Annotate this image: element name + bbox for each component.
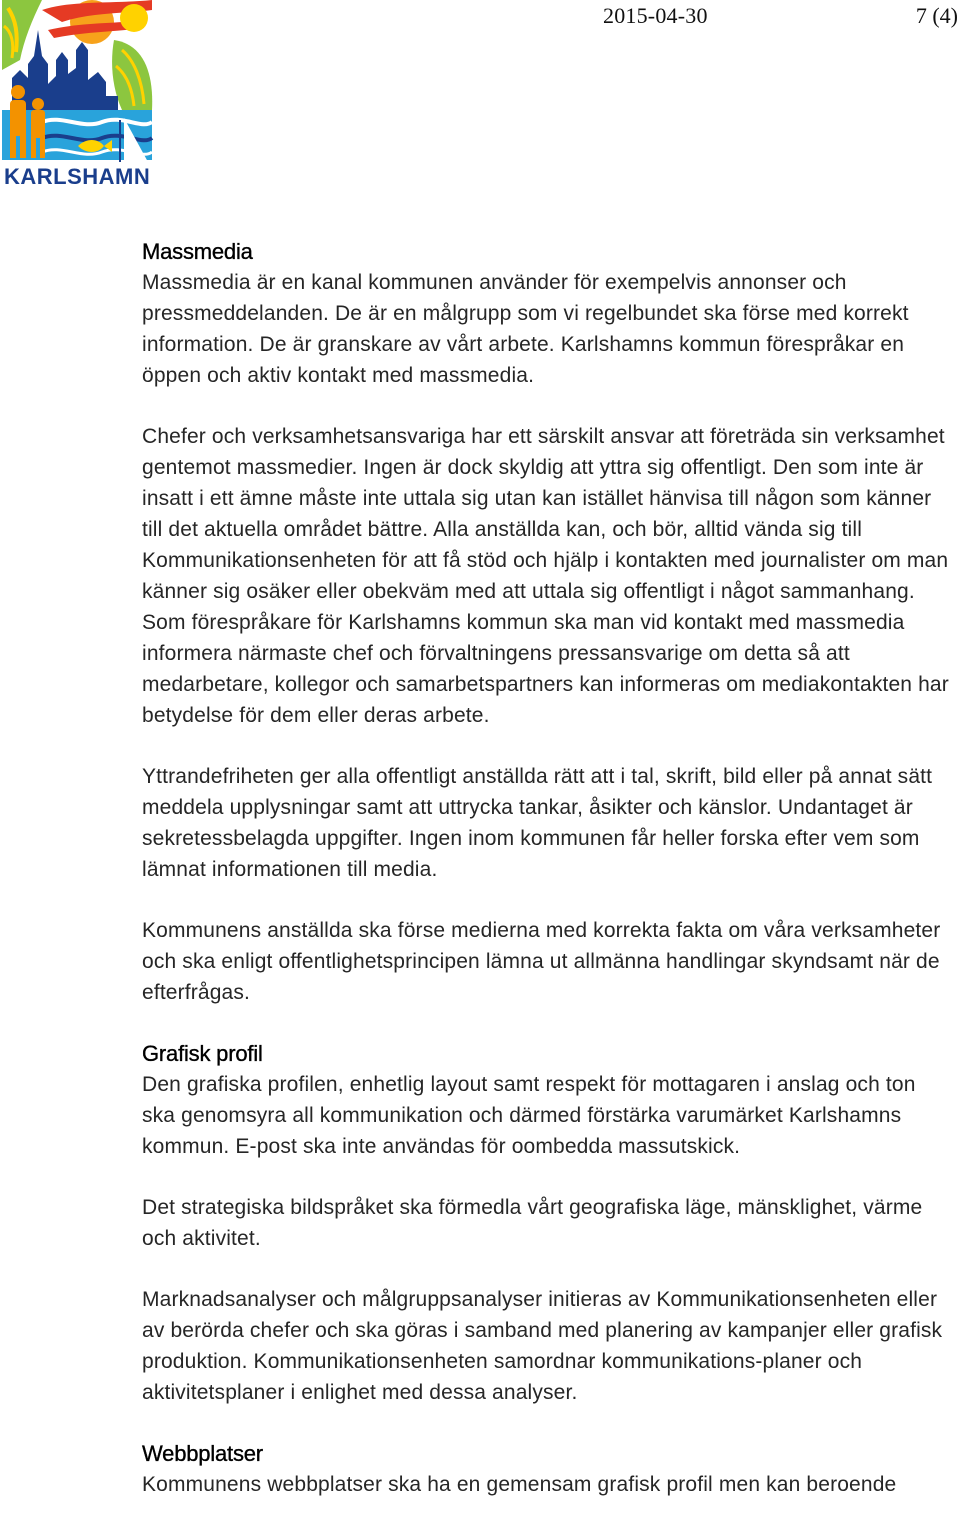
section-heading-massmedia: Massmedia bbox=[142, 239, 253, 264]
page-number: 7 (4) bbox=[915, 3, 958, 28]
karlshamn-logo-graphic bbox=[2, 0, 154, 190]
paragraph: Yttrandefriheten ger alla offentligt anställda rätt att i tal, skrift, bild eller på annat sätt meddela upplysningar samt att uttrycka tankar, åsikter och känslor. Undantaget är sekretessbelagda uppgifter. Ingen inom kommunen får heller forska efter vem som lämnat informationen till media. bbox=[142, 765, 933, 881]
paragraph: Kommunens anställda ska förse medierna med korrekta fakta om våra verksamheter och ska enligt offentlighetsprincipen lämna ut allmänna handlingar skyndsamt när de efterfrågas. bbox=[142, 919, 941, 1004]
paragraph: Massmedia är en kanal kommunen använder för exempelvis annonser och pressmeddelanden. De är en målgrupp som vi regelbundet ska förse med korrekt information. De är granskare av vårt arbete. Karlshamns kommun förespråkar en öppen och aktiv kontakt med massmedia. bbox=[142, 271, 909, 387]
paragraph: Det strategiska bildspråket ska förmedla vårt geografiska läge, mänsklighet, värme och aktivitet. bbox=[142, 1196, 923, 1250]
document-date: 2015-04-30 bbox=[603, 3, 708, 28]
section-heading-webbplatser: Webbplatser bbox=[142, 1441, 263, 1466]
paragraph: Den grafiska profilen, enhetlig layout samt respekt för mottagaren i anslag och ton ska genomsyra all kommunikation och därmed förstärka varumärket Karlshamns kommun. E-post ska inte användas för oombedda massutskick. bbox=[142, 1073, 916, 1158]
paragraph: Chefer och verksamhetsansvariga har ett särskilt ansvar att företräda sin verksamhet gentemot massmedier. Ingen är dock skyldig att yttra sig offentligt. Den som inte är insatt i ett ämne måste inte uttala sig utan kan istället hänvisa till någon som känner till det aktuella området bättre. Alla anställda kan, och bör, alltid vända sig till Kommunikationsenheten för att få stöd och hjälp i kontakten med journalister om man känner sig osäker eller obekväm med att uttala sig offentligt i något sammanhang. Som förespråkare för Karlshamns kommun ska man vid kontakt med massmedia informera närmaste chef och förvaltningens pressansvarige om detta så att medarbetare, kollegor och samarbetspartners kan informeras om mediakontakten har betydelse för dem eller deras arbete. bbox=[142, 425, 949, 727]
document-body bbox=[142, 236, 954, 1500]
paragraph: Marknadsanalyser och målgruppsanalyser initieras av Kommunikationsenheten eller av berörda chefer och ska göras i samband med planering av kampanjer eller grafisk produktion. Kommunikationsenheten samordnar kommunikations-planer och aktivitetsplaner i enlighet med dessa analyser. bbox=[142, 1288, 943, 1404]
karlshamn-logo bbox=[2, 0, 154, 190]
section-heading-grafisk-profil: Grafisk profil bbox=[142, 1041, 263, 1066]
logo-text: KARLSHAMN bbox=[4, 164, 151, 189]
paragraph: Kommunens webbplatser ska ha en gemensam grafisk profil men kan beroende bbox=[142, 1473, 897, 1496]
